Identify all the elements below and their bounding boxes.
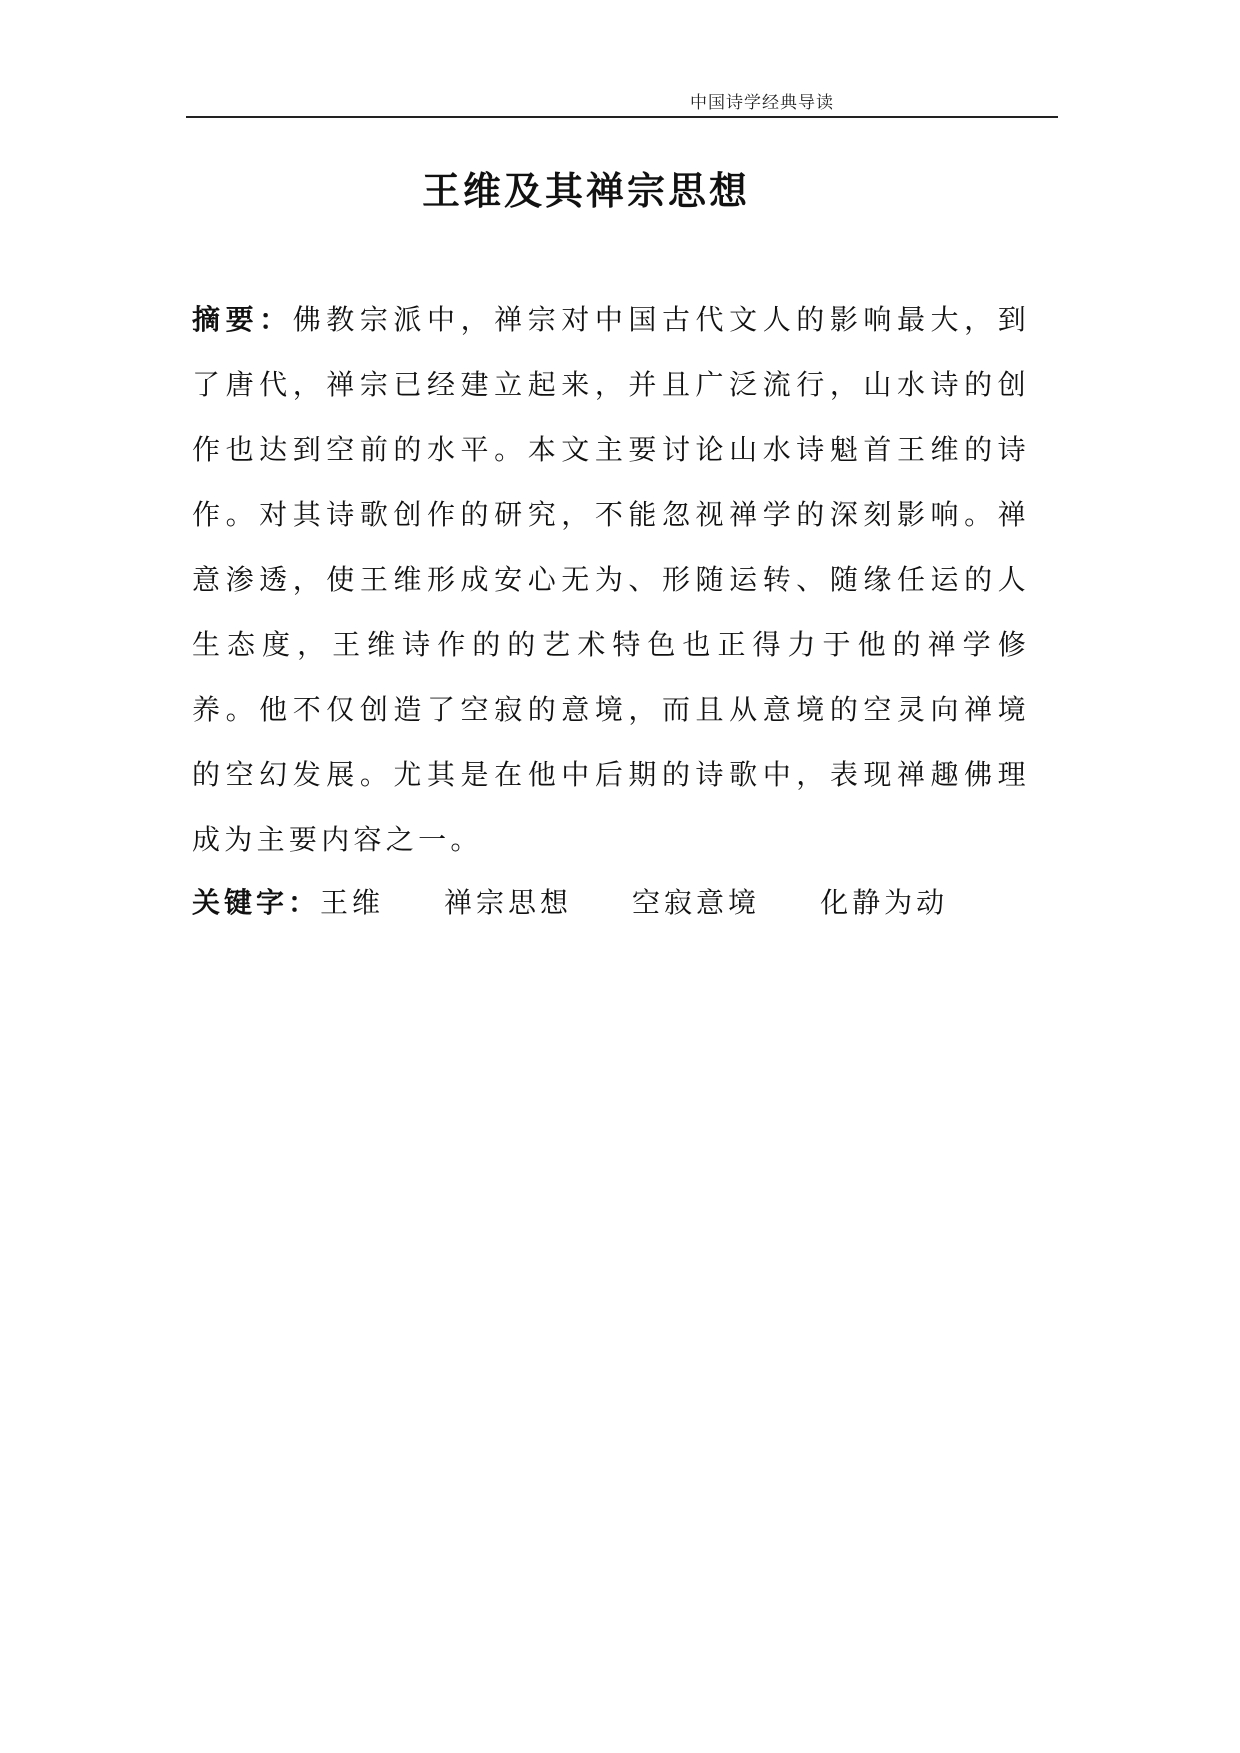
keyword: 禅宗思想 — [444, 886, 573, 919]
keywords-label: 关键字： — [192, 886, 321, 919]
keywords — [192, 870, 1092, 935]
keyword: 空寂意境 — [632, 886, 761, 919]
keyword: 化静为动 — [820, 886, 949, 919]
abstract-label: 摘要： — [192, 303, 293, 336]
abstract — [192, 287, 1030, 872]
page-header — [186, 86, 1058, 118]
keyword: 王维 — [320, 886, 385, 919]
abstract-text: 佛教宗派中，禅宗对中国古代文人的影响最大，到了唐代，禅宗已经建立起来，并且广泛流行，山水诗的创作也达到空前的水平。本文主要讨论山水诗魁首王维的诗作。对其诗歌创作的研究，不能忽视禅学的深刻影响。禅意渗透，使王维形成安心无为、形随运转、随缘任运的人生态度，王维诗作的的艺术特色也正得力于他的禅学修养。他不仅创造了空寂的意境，而且从意境的空灵向禅境的空幻发展。尤其是在他中后期的诗歌中，表现禅趣佛理成为主要内容之一。 — [192, 303, 1030, 856]
paper-title: 王维及其禅宗思想 — [421, 168, 750, 213]
running-header: 中国诗学经典导读 — [690, 93, 834, 113]
